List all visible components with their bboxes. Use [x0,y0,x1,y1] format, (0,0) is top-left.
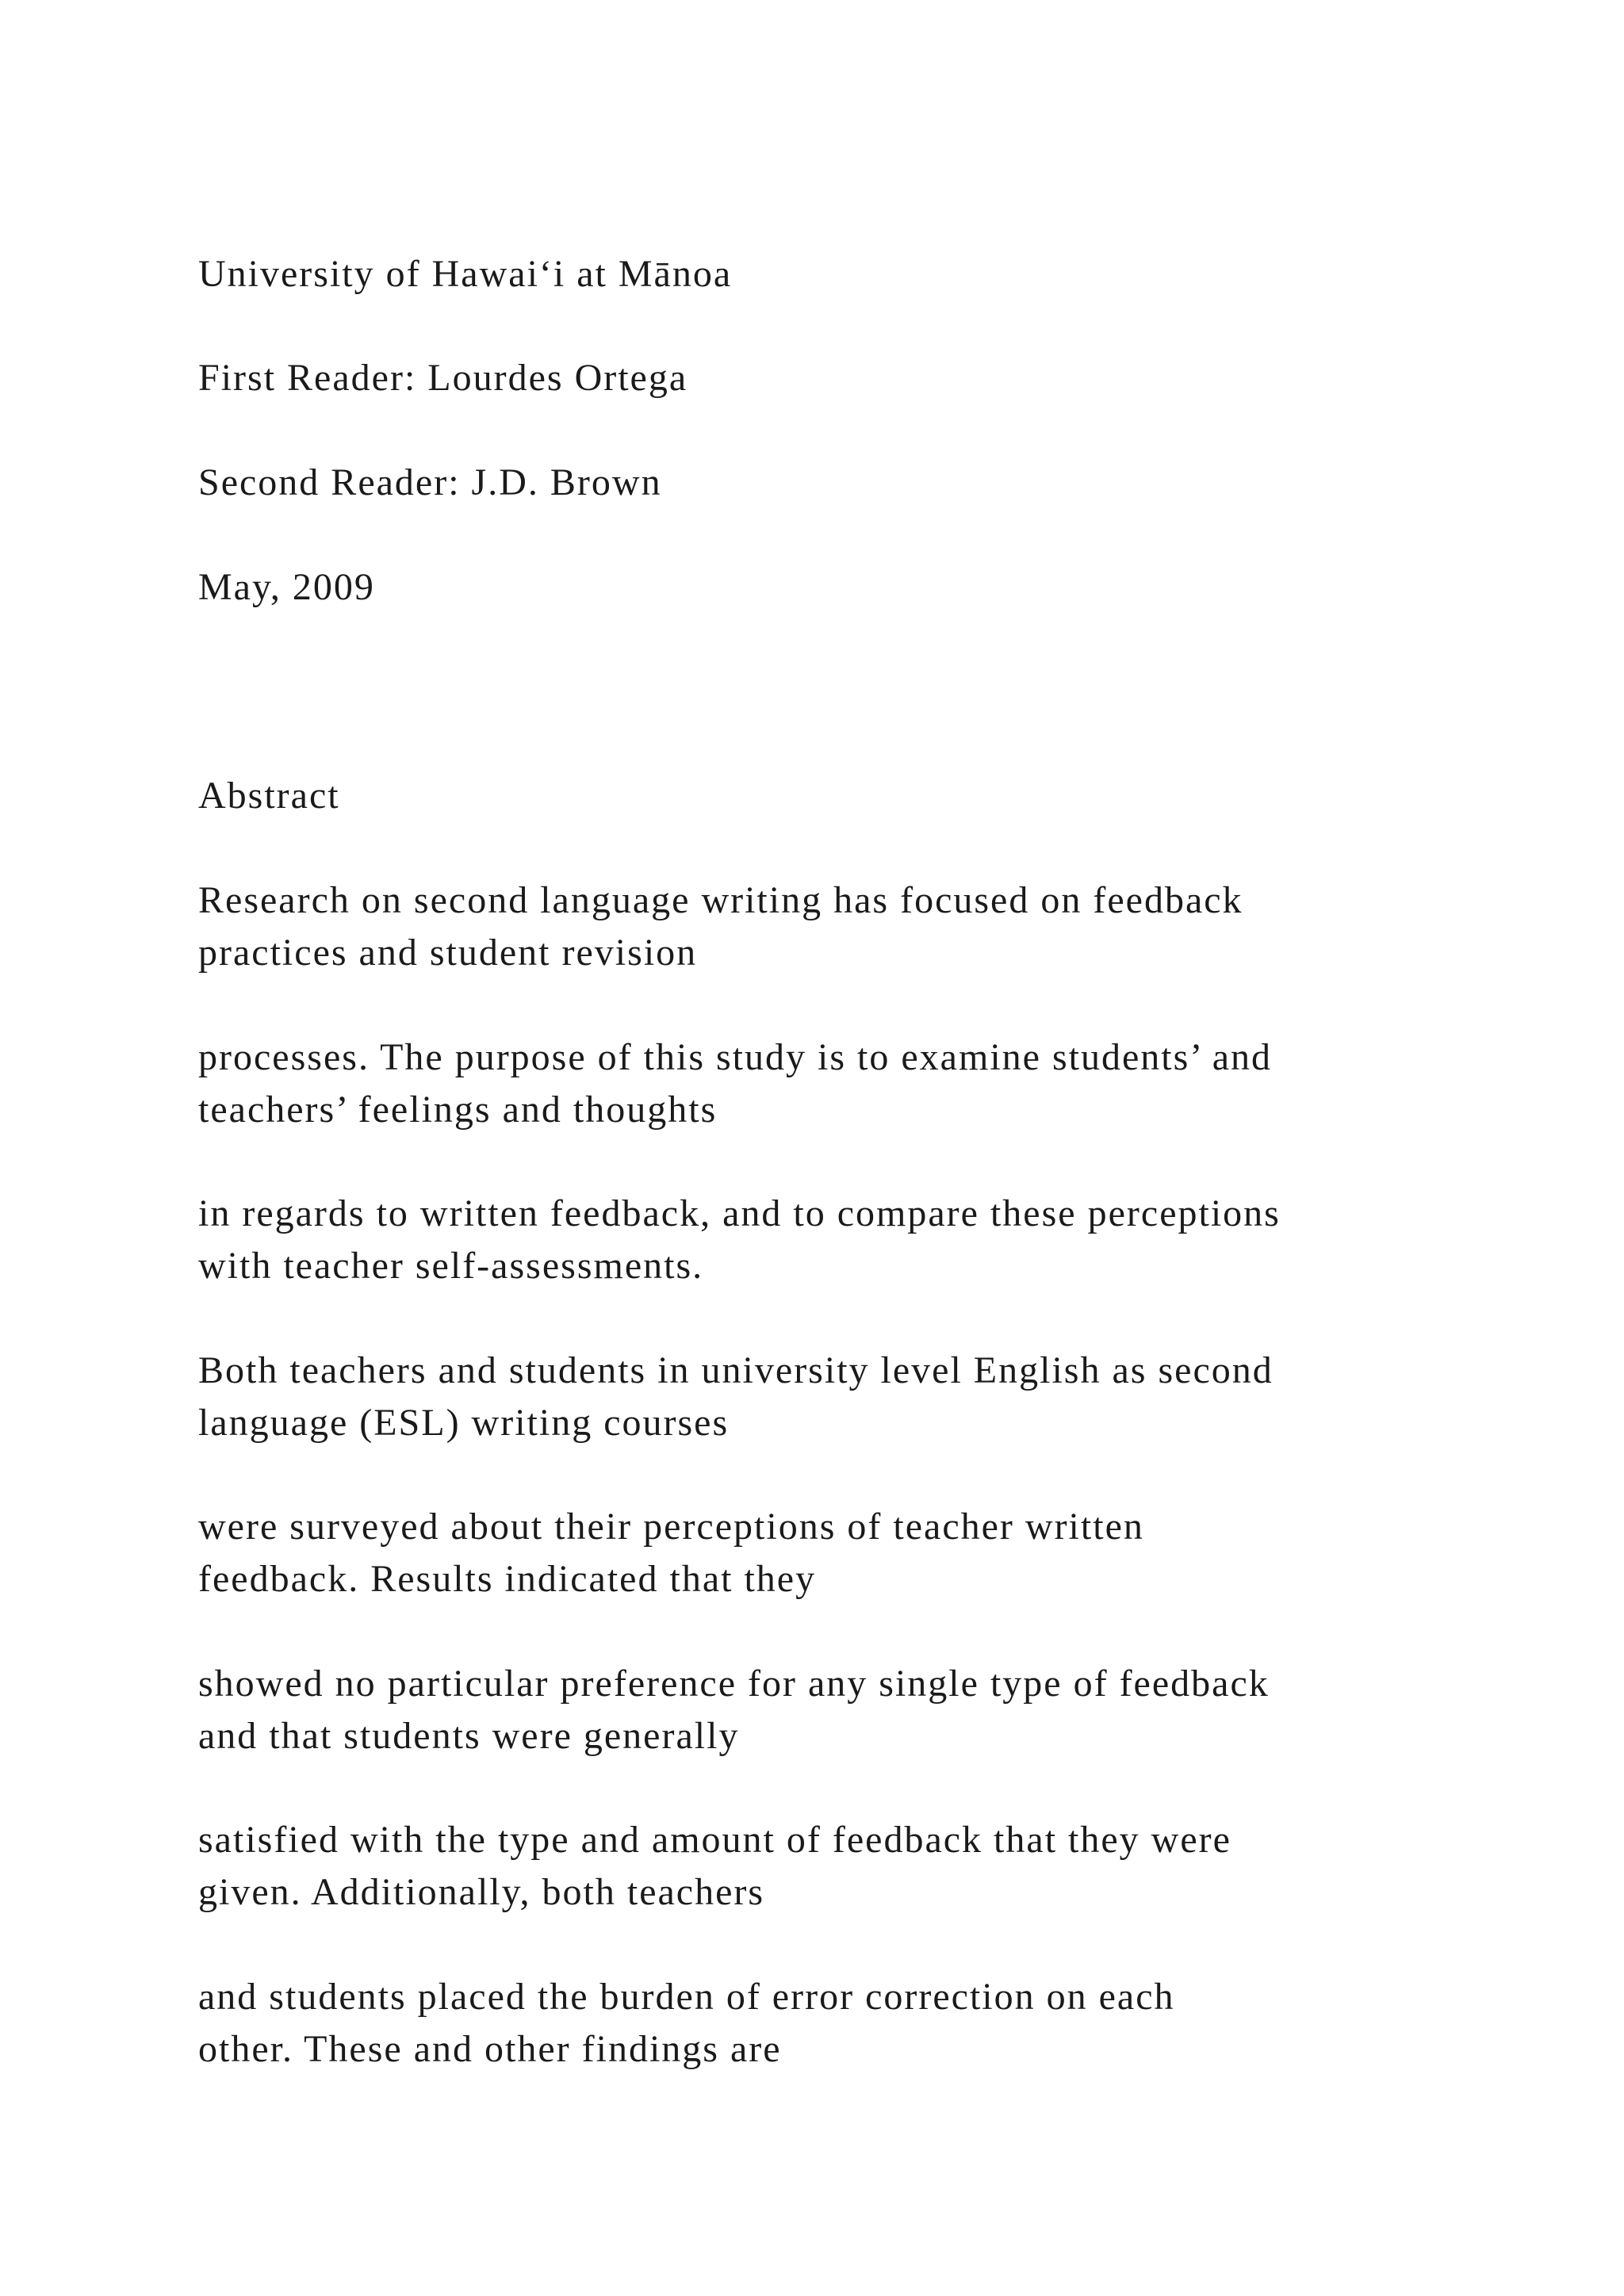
abstract-line: given. Additionally, both teachers [198,1871,765,1913]
abstract-line: with teacher self-assessments. [198,1245,704,1287]
abstract-line: teachers’ feelings and thoughts [198,1089,718,1131]
abstract-line: Research on second language writing has focused on feedback [198,879,1243,921]
abstract-line: Both teachers and students in university level English as second [198,1349,1274,1391]
university-name: University of Hawai‘i at Mānoa [198,253,733,295]
abstract-line: practices and student revision [198,932,698,974]
abstract-line: in regards to written feedback, and to compare these perceptions [198,1192,1281,1234]
abstract-line: language (ESL) writing courses [198,1402,730,1444]
first-reader: First Reader: Lourdes Ortega [198,357,688,399]
abstract-line: and students placed the burden of error correction on each [198,1976,1175,2018]
abstract-line: feedback. Results indicated that they [198,1558,817,1600]
abstract-line: satisfied with the type and amount of feedback that they were [198,1819,1231,1861]
abstract-line: were surveyed about their perceptions of teacher written [198,1506,1144,1548]
abstract-line: showed no particular preference for any single type of feedback [198,1663,1270,1705]
abstract-line: processes. The purpose of this study is to examine students’ and [198,1036,1273,1078]
second-reader: Second Reader: J.D. Brown [198,461,662,503]
abstract-line: other. These and other findings are [198,2028,782,2070]
abstract-heading: Abstract [198,775,340,817]
date: May, 2009 [198,566,375,608]
abstract-line: and that students were generally [198,1715,740,1757]
